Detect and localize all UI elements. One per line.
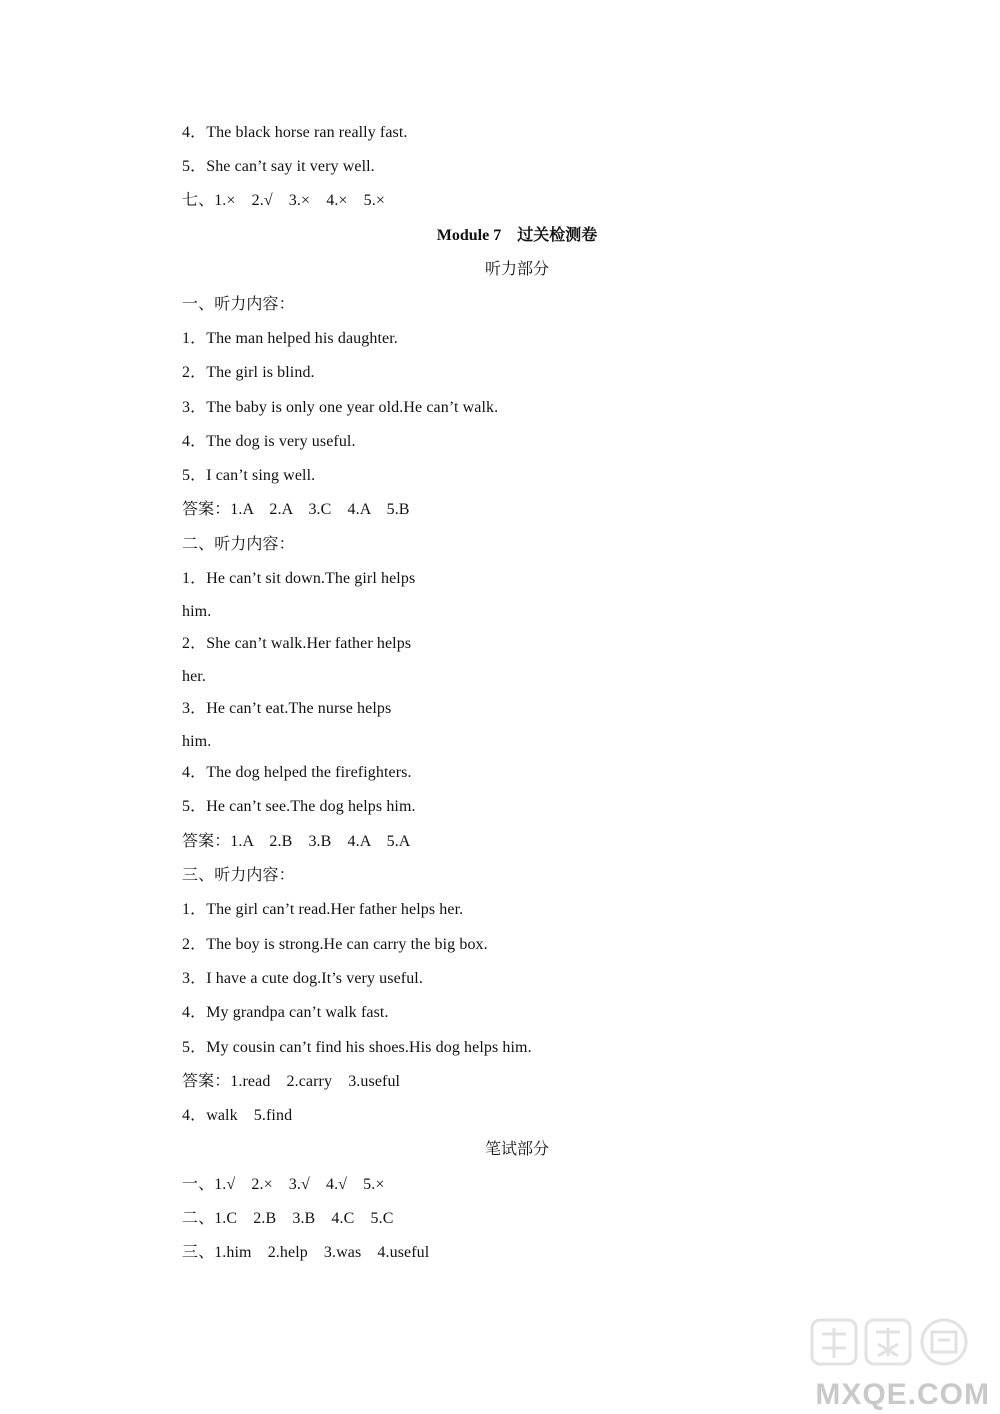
answer-line: 4．The black horse ran really fast.: [182, 124, 408, 141]
answer-line: him.: [182, 733, 212, 750]
answer-line: 2．The girl is blind.: [182, 364, 315, 381]
answer-line: 3．The baby is only one year old.He can’t walk.: [182, 399, 499, 416]
question-heading: 一、听力内容：: [182, 296, 295, 313]
answer-line: 5．I can’t sing well.: [182, 467, 316, 484]
answer-line: 2．The boy is strong.He can carry the big box.: [182, 936, 488, 953]
answer-line: 七、1.× 2.√ 3.× 4.× 5.×: [182, 192, 385, 209]
answer-line: 4．My grandpa can’t walk fast.: [182, 1004, 389, 1021]
question-heading: 三、听力内容：: [182, 867, 295, 884]
answer-key: 答案：1.A 2.B 3.B 4.A 5.A: [182, 833, 411, 850]
answer-key: 一、1.√ 2.× 3.√ 4.√ 5.×: [182, 1176, 385, 1193]
answer-line: 1．The girl can’t read.Her father helps her.: [182, 901, 464, 918]
answer-key: 4．walk 5.find: [182, 1107, 293, 1124]
answer-line: 5．My cousin can’t find his shoes.His dog helps him.: [182, 1039, 532, 1056]
answer-line: 4．The dog helped the firefighters.: [182, 764, 412, 781]
answer-line: him.: [182, 603, 212, 620]
answer-line: 3．I have a cute dog.It’s very useful.: [182, 970, 423, 987]
answer-key: 二、1.C 2.B 3.B 4.C 5.C: [182, 1210, 394, 1227]
module-title: Module 7 过关检测卷: [436, 227, 598, 244]
section-heading-written: 笔试部分: [484, 1141, 549, 1158]
answer-key: 答案：1.read 2.carry 3.useful: [182, 1073, 401, 1090]
answer-key: 三、1.him 2.help 3.was 4.useful: [182, 1244, 430, 1261]
answer-line: 5．She can’t say it very well.: [182, 158, 375, 175]
section-heading-listening: 听力部分: [484, 261, 549, 278]
answer-key: 答案：1.A 2.A 3.C 4.A 5.B: [182, 501, 410, 518]
question-heading: 二、听力内容：: [182, 536, 295, 553]
answer-line: her.: [182, 668, 206, 685]
answer-line: 1．He can’t sit down.The girl helps: [182, 570, 416, 587]
answer-line: 2．She can’t walk.Her father helps: [182, 635, 412, 652]
answer-line: 1．The man helped his daughter.: [182, 330, 398, 347]
answer-line: 4．The dog is very useful.: [182, 433, 356, 450]
watermark-text: MXQE.COM: [815, 1378, 990, 1411]
answer-line: 3．He can’t eat.The nurse helps: [182, 700, 392, 717]
answer-line: 5．He can’t see.The dog helps him.: [182, 798, 416, 815]
